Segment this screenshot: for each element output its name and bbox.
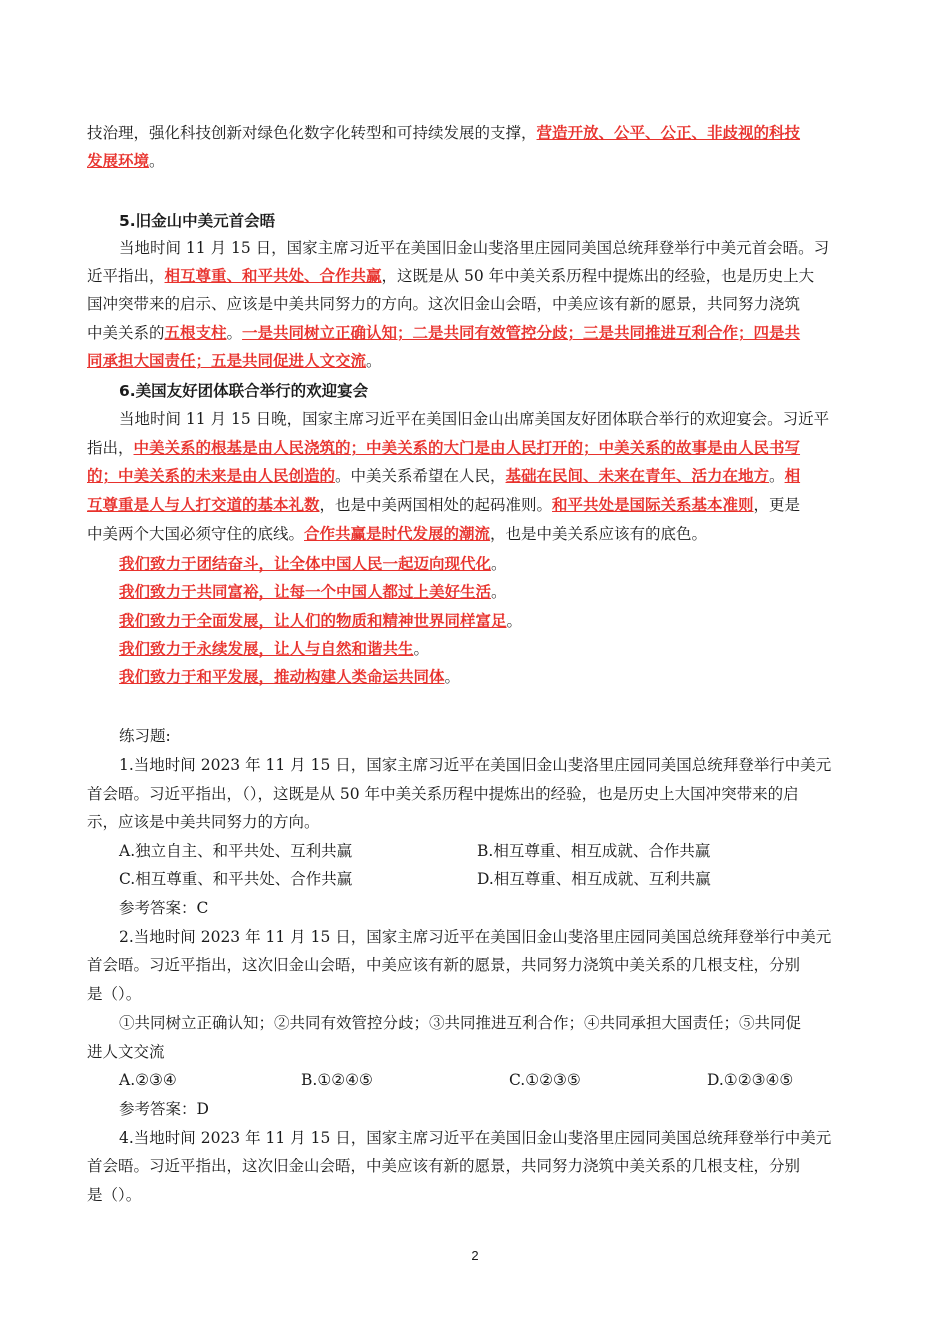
intro-line-2: 发展环境。 xyxy=(87,152,165,170)
q2-items-line-2: 进人文交流 xyxy=(87,1043,165,1061)
s6-line-2: 指出，中美关系的根基是由人民浇筑的；中美关系的大门是由人民打开的；中美关系的故事是由人民书写 xyxy=(87,439,801,457)
q2-answer: 参考答案：D xyxy=(119,1100,209,1118)
commitment-3: 我们致力于全面发展，让人们的物质和精神世界同样富足。 xyxy=(119,612,523,630)
q4-line-3: 是（）。 xyxy=(87,1186,142,1204)
exercises-title: 练习题: xyxy=(119,727,171,745)
q1-option-b: B.相互尊重、相互成就、合作共赢 xyxy=(477,842,711,860)
q2-option-b: B.①②④⑤ xyxy=(301,1071,373,1089)
s5-line-2: 近平指出，相互尊重、和平共处、合作共赢，这既是从 50 年中美关系历程中提炼出的经验，也是历史上大 xyxy=(87,267,815,285)
q4-line-2: 首会晤。习近平指出，这次旧金山会晤，中美应该有新的愿景，共同努力浇筑中美关系的几根支柱，分别 xyxy=(87,1157,801,1175)
q1-option-d: D.相互尊重、相互成就、互利共赢 xyxy=(477,870,711,888)
q2-line-3: 是（）。 xyxy=(87,985,142,1003)
s5-line-3: 国冲突带来的启示、应该是中美共同努力的方向。这次旧金山会晤，中美应该有新的愿景，共同努力浇筑 xyxy=(87,295,801,313)
q1-line-1: 1.当地时间 2023 年 11 月 15 日，国家主席习近平在美国旧金山斐洛里庄园同美国总统拜登举行中美元 xyxy=(119,756,832,774)
s5-line-5: 同承担大国责任；五是共同促进人文交流。 xyxy=(87,352,382,370)
q2-items-line-1: ①共同树立正确认知；②共同有效管控分歧；③共同推进互利合作；④共同承担大国责任；⑤共同促 xyxy=(119,1014,802,1032)
q2-line-1: 2.当地时间 2023 年 11 月 15 日，国家主席习近平在美国旧金山斐洛里庄园同美国总统拜登举行中美元 xyxy=(119,928,832,946)
q2-line-2: 首会晤。习近平指出，这次旧金山会晤，中美应该有新的愿景，共同努力浇筑中美关系的几根支柱，分别 xyxy=(87,956,801,974)
q2-option-a: A.②③④ xyxy=(119,1071,177,1089)
q1-line-2: 首会晤。习近平指出，（），这既是从 50 年中美关系历程中提炼出的经验，也是历史上大国冲突带来的启 xyxy=(87,785,799,803)
q1-option-a: A.独立自主、和平共处、互利共赢 xyxy=(119,842,353,860)
intro-line-1: 技治理，强化科技创新对绿色化数字化转型和可持续发展的支撑，营造开放、公平、公正、非歧视的科技 xyxy=(87,124,801,142)
s6-line-5: 中美两个大国必须守住的底线。合作共赢是时代发展的潮流，也是中美关系应该有的底色。 xyxy=(87,525,708,543)
section-5-heading: 5.旧金山中美元首会晤 xyxy=(119,212,276,230)
s6-line-3: 的；中美关系的未来是由人民创造的。中美关系希望在人民，基础在民间、未来在青年、活力在地方。相 xyxy=(87,467,801,485)
q1-option-c: C.相互尊重、和平共处、合作共赢 xyxy=(119,870,353,888)
commitment-4: 我们致力于永续发展，让人与自然和谐共生。 xyxy=(119,640,430,658)
q1-line-3: 示，应该是中美共同努力的方向。 xyxy=(87,813,320,831)
q1-answer: 参考答案：C xyxy=(119,899,209,917)
s6-line-4: 互尊重是人与人打交道的基本礼数，也是中美两国相处的起码准则。和平共处是国际关系基本准则，更是 xyxy=(87,496,801,514)
s5-line-4: 中美关系的五根支柱。一是共同树立正确认知；二是共同有效管控分歧；三是共同推进互利合作；四是共 xyxy=(87,324,801,342)
s5-line-1: 当地时间 11 月 15 日，国家主席习近平在美国旧金山斐洛里庄园同美国总统拜登举行中美元首会晤。习 xyxy=(119,239,830,257)
commitment-5: 我们致力于和平发展，推动构建人类命运共同体。 xyxy=(119,668,461,686)
commitment-1: 我们致力于团结奋斗，让全体中国人民一起迈向现代化。 xyxy=(119,555,507,573)
s6-line-1: 当地时间 11 月 15 日晚，国家主席习近平在美国旧金山出席美国友好团体联合举行的欢迎宴会。习近平 xyxy=(119,410,830,428)
q4-line-1: 4.当地时间 2023 年 11 月 15 日，国家主席习近平在美国旧金山斐洛里庄园同美国总统拜登举行中美元 xyxy=(119,1129,832,1147)
commitment-2: 我们致力于共同富裕，让每一个中国人都过上美好生活。 xyxy=(119,583,507,601)
q2-option-c: C.①②③⑤ xyxy=(509,1071,581,1089)
page-number: 2 xyxy=(471,1248,479,1263)
section-6-heading: 6.美国友好团体联合举行的欢迎宴会 xyxy=(119,382,369,400)
q2-option-d: D.①②③④⑤ xyxy=(707,1071,794,1089)
